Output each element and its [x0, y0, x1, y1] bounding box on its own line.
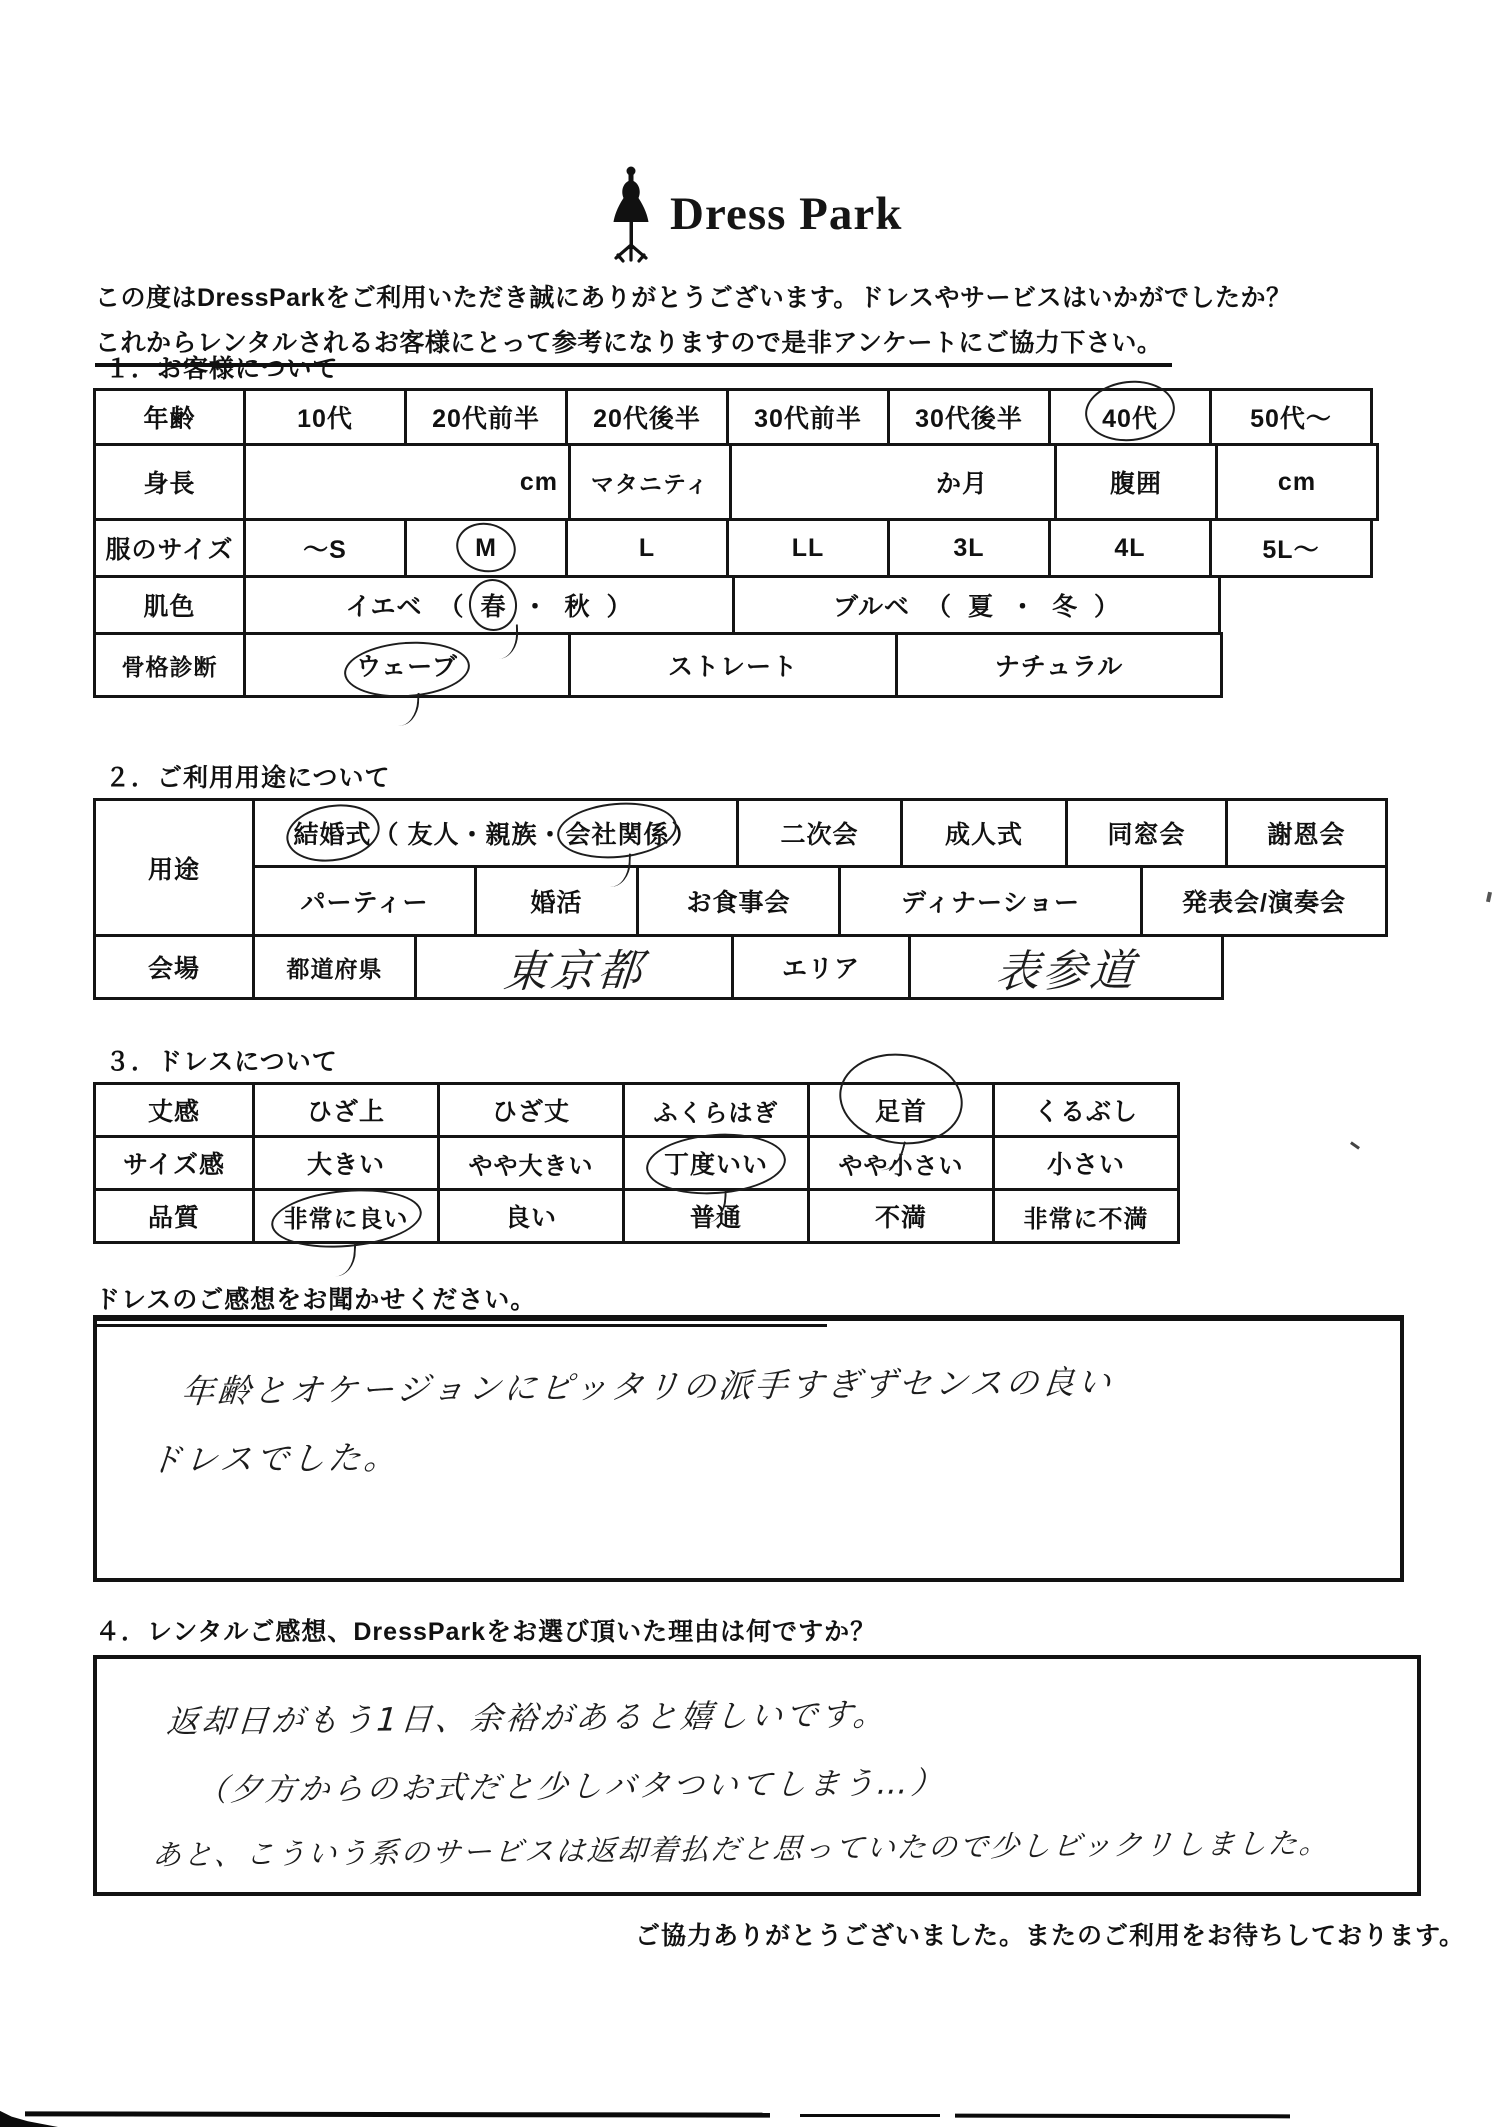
quality-option-cell: 不満 — [807, 1188, 995, 1244]
scan-speck — [1350, 1141, 1360, 1149]
purpose-option-cell: 同窓会 — [1065, 798, 1228, 868]
fit-option-cell: 小さい — [992, 1135, 1180, 1191]
height-value-cell: cm — [243, 443, 571, 521]
length-option-cell: ひざ上 — [252, 1082, 440, 1138]
purpose-option-selected: 会社関係 — [565, 821, 670, 849]
fit-option: 丁度いい — [663, 1151, 768, 1179]
fit-label-cell: サイズ感 — [93, 1135, 255, 1191]
paren: ） — [1094, 593, 1121, 621]
usage-table — [93, 798, 1388, 1000]
quality-option: 非常に良い — [283, 1205, 409, 1233]
scan-border-artifact — [97, 1324, 827, 1327]
closing-message: ご協力ありがとうございました。またのご利用をお待ちしております。 — [634, 1922, 1465, 1950]
purpose-rows — [93, 798, 1388, 937]
section4-title: ４．レンタルご感想、DressParkをお選び頂いた理由は何ですか？ — [95, 1618, 877, 1646]
length-row — [93, 1082, 1180, 1138]
size-option-cell: 3L — [887, 518, 1051, 578]
purpose-option-cell: 二次会 — [736, 798, 903, 868]
size-option-cell: L — [565, 518, 729, 578]
skin-option: 冬 — [1052, 593, 1079, 621]
skeleton-option-cell-selected — [243, 632, 571, 698]
size-option-cell-selected — [404, 518, 568, 578]
waist-unit-cell: cm — [1215, 443, 1379, 521]
height-row — [93, 443, 1379, 521]
purpose-option-cell: 婚活 — [474, 865, 639, 937]
skeleton-option: ウェーブ — [356, 653, 458, 681]
quality-option-cell-selected — [252, 1188, 440, 1244]
purpose-option-cell: ディナーショー — [838, 865, 1143, 937]
size-option-cell: 5L～ — [1209, 518, 1373, 578]
scan-edge-artifact — [25, 2111, 770, 2117]
feedback-handwritten-line: 年齢とオケージョンにピッタリの派手すぎずセンスの良い — [179, 1362, 1116, 1411]
fit-row — [93, 1135, 1180, 1191]
brand-logo — [608, 165, 902, 265]
maternity-cell: マタニティ — [568, 443, 732, 521]
selection-circle — [555, 798, 679, 863]
separator-dot: ・ — [1010, 593, 1037, 621]
skin-option: 夏 — [967, 593, 994, 621]
fit-option-cell-selected — [622, 1135, 810, 1191]
purpose-row-1 — [252, 798, 1388, 868]
skin-tone-row — [93, 575, 1379, 635]
skin-option: ブルベ — [832, 593, 910, 621]
dress-form-icon — [608, 165, 654, 265]
prefecture-value-cell — [414, 934, 734, 1000]
fit-option-cell: やや大きい — [437, 1135, 625, 1191]
intro-line-1: この度はDressParkをご利用いただき誠にありがとうございます。ドレスやサービスはいかがでしたか？ — [95, 284, 1292, 312]
purpose-option-cell: パーティー — [252, 865, 477, 937]
section3-title: ３．ドレスについて — [105, 1048, 338, 1076]
purpose-label-cell: 用途 — [93, 798, 255, 937]
venue-label-cell: 会場 — [93, 934, 255, 1000]
purpose-option-cell: 成人式 — [900, 798, 1068, 868]
age-row — [93, 388, 1379, 446]
skeleton-option-cell: ナチュラル — [895, 632, 1223, 698]
scan-speck — [1486, 892, 1492, 903]
answer-handwritten-line: あと、こういう系のサービスは返却着払だと思っていたので少しビックリしました。 — [151, 1825, 1332, 1873]
selection-circle — [452, 517, 521, 577]
age-option-cell: 20代後半 — [565, 388, 729, 446]
quality-option-cell: 普通 — [622, 1188, 810, 1244]
skin-yellow-cell — [243, 575, 735, 635]
length-option: 足首 — [874, 1098, 927, 1126]
fit-option-cell: やや小さい — [807, 1135, 995, 1191]
age-option-cell: 10代 — [243, 388, 407, 446]
purpose-row-2 — [252, 865, 1388, 937]
skin-label-cell: 肌色 — [93, 575, 246, 635]
wedding-cell — [252, 798, 739, 868]
size-row — [93, 518, 1379, 578]
purpose-option-cell: 発表会/演奏会 — [1140, 865, 1388, 937]
size-label-cell: 服のサイズ — [93, 518, 246, 578]
age-option: 40代 — [1102, 405, 1158, 433]
waist-label-cell: 腹囲 — [1054, 443, 1218, 521]
scan-edge-artifact — [800, 2114, 940, 2117]
selection-circle — [268, 1183, 423, 1253]
age-option-cell: 20代前半 — [404, 388, 568, 446]
prefecture-label-cell: 都道府県 — [252, 934, 417, 1000]
paren: （ — [438, 593, 465, 621]
area-handwritten-value: 表参道 — [993, 945, 1139, 998]
height-label-cell: 身長 — [93, 443, 246, 521]
customer-table — [93, 388, 1379, 698]
purpose-option: ） — [671, 821, 698, 849]
dress-table — [93, 1082, 1180, 1244]
purpose-option-selected: 結婚式 — [293, 821, 372, 849]
length-option-cell: ひざ丈 — [437, 1082, 625, 1138]
separator-dot: ・ — [522, 593, 549, 621]
quality-option-cell: 非常に不満 — [992, 1188, 1180, 1244]
feedback-box — [93, 1315, 1404, 1582]
feedback-prompt: ドレスのご感想をお聞かせください。 — [95, 1286, 537, 1314]
age-option-cell: 30代前半 — [726, 388, 890, 446]
area-value-cell — [908, 934, 1224, 1000]
answer-box — [93, 1655, 1421, 1896]
age-label-cell: 年齢 — [93, 388, 246, 446]
quality-label-cell: 品質 — [93, 1188, 255, 1244]
age-option-cell: 50代～ — [1209, 388, 1373, 446]
length-option-cell: くるぶし — [992, 1082, 1180, 1138]
purpose-option: （ 友人・親族・ — [373, 821, 564, 849]
size-option-cell: LL — [726, 518, 890, 578]
age-option-cell: 30代後半 — [887, 388, 1051, 446]
skeleton-label-cell: 骨格診断 — [93, 632, 246, 698]
age-option-cell-selected — [1048, 388, 1212, 446]
purpose-option-cell: 謝恩会 — [1225, 798, 1388, 868]
intro-line-2: これからレンタルされるお客様にとって参考になりますので是非アンケートにご協力下さい。 — [95, 323, 1172, 367]
quality-option-cell: 良い — [437, 1188, 625, 1244]
answer-handwritten-line: （夕方からのお式だと少しバタついてしまう…） — [195, 1765, 947, 1809]
section2-title: ２．ご利用用途について — [105, 764, 391, 792]
paren: ） — [606, 593, 633, 621]
size-option-cell: 4L — [1048, 518, 1212, 578]
size-option: M — [475, 533, 497, 562]
skin-blue-cell — [732, 575, 1221, 635]
paren: （ — [925, 593, 952, 621]
length-label-cell: 丈感 — [93, 1082, 255, 1138]
fit-option-cell: 大きい — [252, 1135, 440, 1191]
selection-circle — [282, 798, 384, 868]
selection-circle — [1082, 376, 1178, 445]
area-label-cell: エリア — [731, 934, 911, 1000]
length-option-cell-selected — [807, 1082, 995, 1138]
feedback-handwritten-line: ドレスでした。 — [147, 1437, 402, 1480]
months-value-cell: か月 — [729, 443, 1057, 521]
venue-row — [93, 934, 1388, 1000]
skin-option-selected: 春 — [480, 593, 507, 621]
length-option-cell: ふくらはぎ — [622, 1082, 810, 1138]
size-option-cell: ～S — [243, 518, 407, 578]
skeleton-row — [93, 632, 1379, 698]
prefecture-handwritten-value: 東京都 — [501, 945, 647, 998]
brand-logo-text: Dress Park — [670, 188, 903, 240]
quality-row — [93, 1188, 1180, 1244]
answer-handwritten-line: 返却日がもう1日、余裕があると嬉しいです。 — [165, 1695, 890, 1741]
section1-title: １．お客様について — [105, 355, 339, 383]
purpose-option-cell: お食事会 — [636, 865, 841, 937]
skin-option: イエベ — [345, 593, 423, 621]
selection-circle — [466, 576, 521, 634]
scan-edge-artifact — [955, 2114, 1290, 2119]
skin-option: 秋 — [564, 593, 591, 621]
skeleton-option-cell: ストレート — [568, 632, 898, 698]
